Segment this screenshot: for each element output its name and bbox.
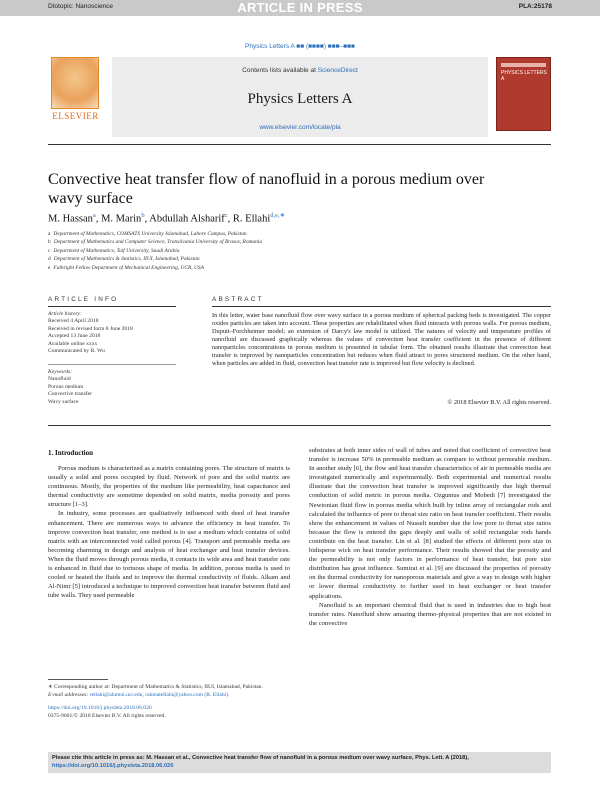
body-column-left [48,464,290,600]
running-header-left: Dtotopic: Nanoscience [48,3,114,10]
paragraph: In industry, some processes are qualitatively influenced with deed of heat transfer enhancement. There are numerous ways to advance the efficiency in heat transfer. To improve convection heat transfer, one method is to use a medium which contains of solid matrix with an interconnected void called porous [4]. Transport and permeable media are becoming charming in design and analysis of heat exchanger and heat transfer devices. When the fluid moves through porous media, it contacts its wide area and heat transfer rate is enhanced in fluid due to tortuous shape of media. In addition, porous media is used to cooled or heated the fluids and to improve the thermal conductivity of fluids. Alkam and Al-Nimr [5] introduced a technique to improved convection heat transfer between fluid and tube walls. They used permeable [48,510,290,600]
article-in-press-banner: ARTICLE IN PRESS [237,0,363,15]
keyword: Nanofluid [48,376,71,383]
history-label: Article history: [48,311,83,317]
affiliation: e Fulbright Fellow Department of Mechanical Engineering, UCR, USA [48,264,204,271]
keywords-label: Keywords: [48,369,73,375]
affiliation: a Department of Mathematics, COMSATS University Islamabad, Lahore Campus, Pakistan [48,231,247,237]
header-rule [48,144,551,145]
author: R. Ellahi [232,213,271,225]
abstract-heading: ABSTRACT [212,296,264,303]
affiliation: c Department of Mathematics, Taif University, Saudi Arabia [48,247,180,254]
email-link[interactable]: rellahi@alumni.ucr.edu, rahmatellahi@yahoo.com (R. Ellahi). [89,691,230,698]
keyword: Convective transfer [48,391,92,398]
citation-text: Please cite this article in press as: M. Hassan et al., Convective heat transfer flow of nanofluid in a porous medium over wavy surface, Phys. Lett. A (2018), [52,755,469,761]
author-list: M. Hassan$^a$, M. Marin$^b$, Abdullah Alsharif$^c$, R. Ellahi$^{d,e,∗}$ [48,212,286,225]
article-title: Convective heat transfer flow of nanofluid in a porous medium over wavy surface [48,171,485,207]
abstract-rule [212,306,551,307]
journal-header [112,57,488,137]
affiliation: d Department of Mathematics & Statistics, IIUI, Islamabad, Pakistan [48,256,200,263]
publisher-logo [48,57,103,129]
author: M. Hassan [48,213,93,225]
author-affil-mark[interactable]: c [224,212,228,219]
author: M. Marin [101,213,142,225]
citation-box [48,752,551,773]
affiliations [48,230,551,272]
running-header [0,0,600,16]
doi-link[interactable]: https://doi.org/10.1016/j.physleta.2018.06.026 [48,705,152,711]
info-rule [48,306,176,307]
footnote-rule [48,679,108,680]
paragraph: Nanofluid is an important chemical fluid that is used in industries due to high heat transfer rates. Nanofluid show amazing thermo-physical properties that are not existed in the convective [309,601,551,627]
body-column-right [309,446,551,628]
author: Abdullah Alsharif [149,213,225,225]
footnotes [48,684,290,720]
keyword: Wavy surface [48,398,79,405]
sciencedirect-link[interactable]: ScienceDirect [317,67,358,74]
keywords [48,369,176,406]
section-heading: 1. Introduction [48,449,93,457]
paragraph: substrates at both inner sides of wall of tubes and noted that coefficient of convective heat transfer is increase 50% in permeable medium as compare to without permeable medium. In another study [6], the flow and heat transfer characteristics of air in permeable media are investigated numerically and experimentally. Both experimental and numerical results illustrate that the convection heat transfer is improved significantly due high thermal conduction of solid metric in porous media. Ozgumus and Mobedi [7] investigated the Newtonian fluid flow in porous media which built by inline array of rectangular rods and calculated the influence of pore to throat size ratio on heat transfer coefficient. Their results show the enhancement in values of Nusselt number due the low pore to throat size ratios because the flow is entered the gaps deeply and walls of solid rectangular rods hands contribute on the heat transfer. Lin et al. [8] studied the effects of different pore size in bidisperse wick on heat transfer performance. Their results showed that the porosity and the permeability is not only factors in performance of heat transfer, but pore size distribution has great influence. Sumirat et al. [9] are discussed the properties of porosity on the thermal conductivity for nanoporous materials and give a way to design with higher or lower thermal conductivity to further used in heat exchanger or heat transfer applications. [309,447,551,600]
citation-doi-link[interactable]: https://doi.org/10.1016/j.physleta.2018.06.026 [52,762,174,769]
journal-name: Physics Letters A [247,91,353,107]
cover-title: PHYSICS LETTERS A [501,70,547,82]
abstract-bottom-rule [48,425,551,426]
abstract-copyright: © 2018 Elsevier B.V. All rights reserved. [447,399,551,406]
keyword: Porous medium [48,383,84,390]
journal-reference: Physics Letters A ■■ (■■■■) ■■■–■■■ [245,43,355,50]
elsevier-tree-icon [51,57,99,109]
history-item: Available online xxxx [48,340,98,347]
author-affil-mark[interactable]: a [92,212,96,219]
history-item: Received 4 April 2018 [48,318,99,325]
journal-cover-image [496,57,551,131]
article-info-heading: ARTICLE INFO [48,296,119,303]
publisher-logo-text: ELSEVIER [52,111,99,121]
history-item: Accepted 13 June 2018 [48,333,101,340]
info-divider [48,364,176,365]
article-id: PLA:25178 [518,3,552,10]
abstract-text: In this letter, water base nanofluid flow over wavy surface in a porous medium of spherical packing beds is investigated. The copper oxides particles are taken into account. These properties are rehabilitated when fluid interacts with porous walls. For porous medium, Dupuit–Forchheimer model; an extension of Darcy's law model is utilized. The natures of velocity and temperature profiles of nanofluid are discussed graphically whereas the values of convection heat transfer coefficient in the presence of different nanoparticles concentrations in porous medium is presented in tabular form. The obtained results illustrate that convection heat transfer is improved by nanoparticles concentration but reduces when fluid attract to pores structured medium. On the other hand, when particles are added in fluid, convection heat transfer rate is improved but flow velocity is declined. [212,312,551,368]
cover-stripe [501,63,546,67]
issn-line: 0375-9601/© 2018 Elsevier B.V. All rights reserved. [48,712,166,719]
corresponding-author-note: ∗ Corresponding author at: Department of Mathematics & Statistics, IIUI, Islamabad, Pakistan. [48,684,263,690]
author-affil-mark[interactable]: b [141,212,145,219]
article-history [48,311,176,355]
affiliation: b Department of Mathematics and Computer Science, Transilvania University of Brasov, Romania [48,239,263,246]
email-note: E-mail addresses: rellahi@alumni.ucr.edu, rahmatellahi@yahoo.com (R. Ellahi). [48,691,230,698]
journal-url-link[interactable]: www.elsevier.com/locate/pla [259,124,341,131]
author-affil-mark[interactable]: d,e,∗ [270,212,286,219]
history-item: Communicated by R. Wu [48,348,105,355]
history-item: Received in revised form 8 June 2018 [48,325,133,332]
paragraph: Porous medium is characterized as a matrix containing pores. The structure of matrix is usually a solid and pores occupied by fluid. Network of pore and the solid matrix are continuous. Mostly, the properties of the medium like permeability, heat capacitance and thermal conductivity are sometime depended on solid matrix, media porosity and pores structure [1–3]. [48,465,290,509]
contents-line: Contents lists available at ScienceDirect [242,67,358,74]
